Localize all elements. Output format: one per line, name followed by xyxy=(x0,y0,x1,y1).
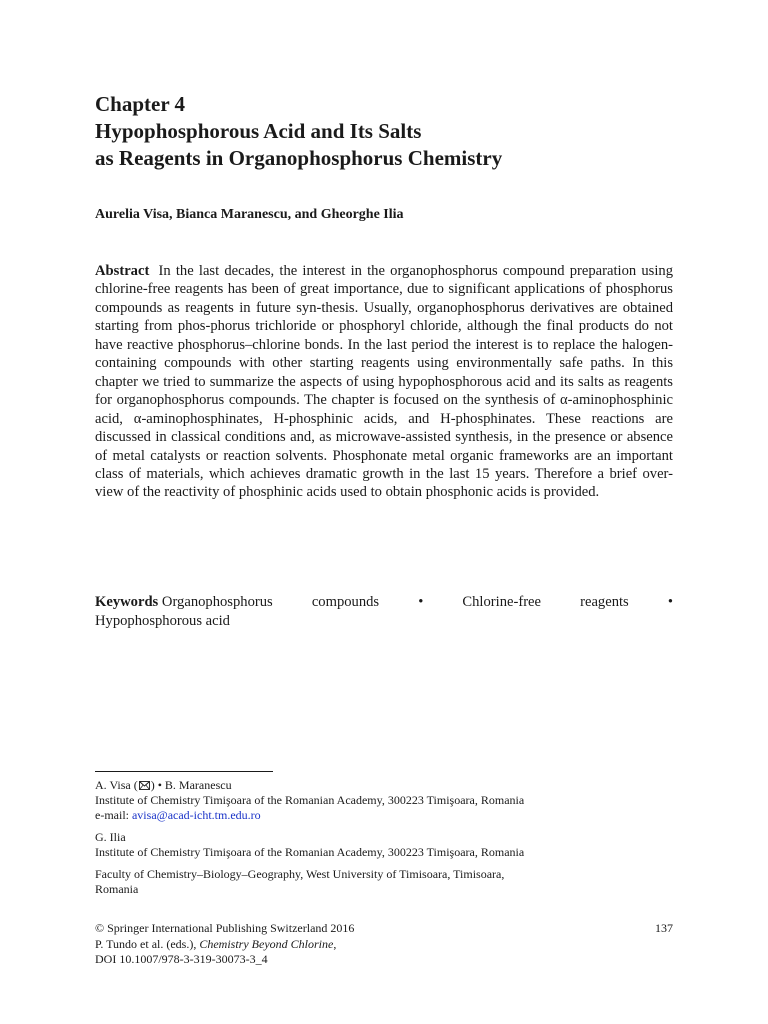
keyword-separator: • xyxy=(667,594,673,610)
page-number: 137 xyxy=(655,921,673,935)
keyword-separator: • xyxy=(418,594,424,610)
chapter-label: Chapter 4 xyxy=(95,92,186,116)
affiliation-names-prefix: A. Visa ( xyxy=(95,778,138,792)
affiliation-email-line xyxy=(95,808,673,823)
book-title: Chemistry Beyond Chlorine xyxy=(199,936,334,951)
affiliation-block-1 xyxy=(95,778,673,823)
affiliation-block-3 xyxy=(95,867,673,897)
email-label: e-mail: xyxy=(95,808,132,822)
copyright-notice: © Springer International Publishing Switzerland 2016 xyxy=(95,921,355,935)
affiliation-institute: Institute of Chemistry Timişoara of the Romanian Academy, 300223 Timişoara, Romania xyxy=(95,845,525,859)
keyword-term: Organophosphorus xyxy=(161,594,273,610)
keywords xyxy=(95,593,673,630)
chapter-title-line-2: as Reagents in Organophosphorus Chemistry xyxy=(95,146,503,170)
keyword-term: Chlorine-free xyxy=(462,594,542,610)
abstract xyxy=(95,262,673,502)
keywords-heading-group xyxy=(95,593,273,612)
book-citation-punct: , xyxy=(333,936,337,951)
publication-imprint xyxy=(95,921,673,968)
chapter-title-line-1: Hypophosphorous Acid and Its Salts xyxy=(95,119,422,143)
affiliation-names-suffix: ) • B. Maranescu xyxy=(150,778,232,792)
affiliation-institute: Institute of Chemistry Timişoara of the Romanian Academy, 300223 Timişoara, Romania xyxy=(95,793,525,807)
affiliation-names: G. Ilia xyxy=(95,830,126,844)
email-link[interactable]: avisa@acad-icht.tm.edu.ro xyxy=(131,808,261,822)
affiliation-footnotes xyxy=(95,778,673,904)
book-citation xyxy=(95,937,673,953)
book-editors: P. Tundo et al. (eds.), xyxy=(95,936,200,951)
doi: DOI 10.1007/978-3-319-30073-3_4 xyxy=(95,952,268,966)
affiliation-names xyxy=(95,778,673,793)
affiliation-faculty-line-1: Faculty of Chemistry–Biology–Geography, West University of Timisoara, Timisoara, xyxy=(95,867,505,881)
chapter-title xyxy=(95,118,695,172)
abstract-text: In the last decades, the interest in the organophosphorus compound preparation using chlorine-free reagents has been of great importance, due to significant applications of phosphorus compounds as reagents in future syn-thesis. Usually, organophosphorus derivatives are obtained starting from phos-phorus trichloride or phosphoryl chloride, although the final products do not have reactive phosphorus–chlorine bonds. In the last period the interest is to replace the halogen-containing compounds with other starting reagents using environmentally safe paths. In this chapter we tried to summarize the aspects of using hypophosphorous acid and its salts as reagents for organophosphorus compounds. The chapter is focused on the synthesis of α-aminophosphinic acid, α-aminophosphinates, H-phosphinic acids, and H-phosphinates. These reactions are discussed in classical conditions and, as microwave-assisted synthesis, in the presence or absence of metal catalysts or reaction solvents. Phosphonate metal organic frameworks are an important class of materials, which achieves dramatic growth in the last 15 years. Therefore a brief over-view of the reactivity of phosphinic acids used to obtain phosphonic acids is provided. xyxy=(95,263,673,501)
keywords-heading: Keywords xyxy=(95,594,159,610)
affiliation-block-2 xyxy=(95,830,673,860)
keywords-line-2 xyxy=(95,612,673,631)
keywords-line-1 xyxy=(95,593,673,612)
envelope-icon xyxy=(139,781,150,790)
keyword-term: reagents xyxy=(580,594,629,610)
abstract-heading: Abstract xyxy=(95,263,150,279)
imprint-copyright-row xyxy=(95,921,673,937)
author-list: Aurelia Visa, Bianca Maranescu, and Gheorghe Ilia xyxy=(95,207,404,222)
keyword-term: compounds xyxy=(311,594,380,610)
affiliation-faculty-line-2: Romania xyxy=(95,882,139,896)
footnote-divider xyxy=(95,771,273,772)
keyword-term: Hypophosphorous acid xyxy=(95,612,230,629)
